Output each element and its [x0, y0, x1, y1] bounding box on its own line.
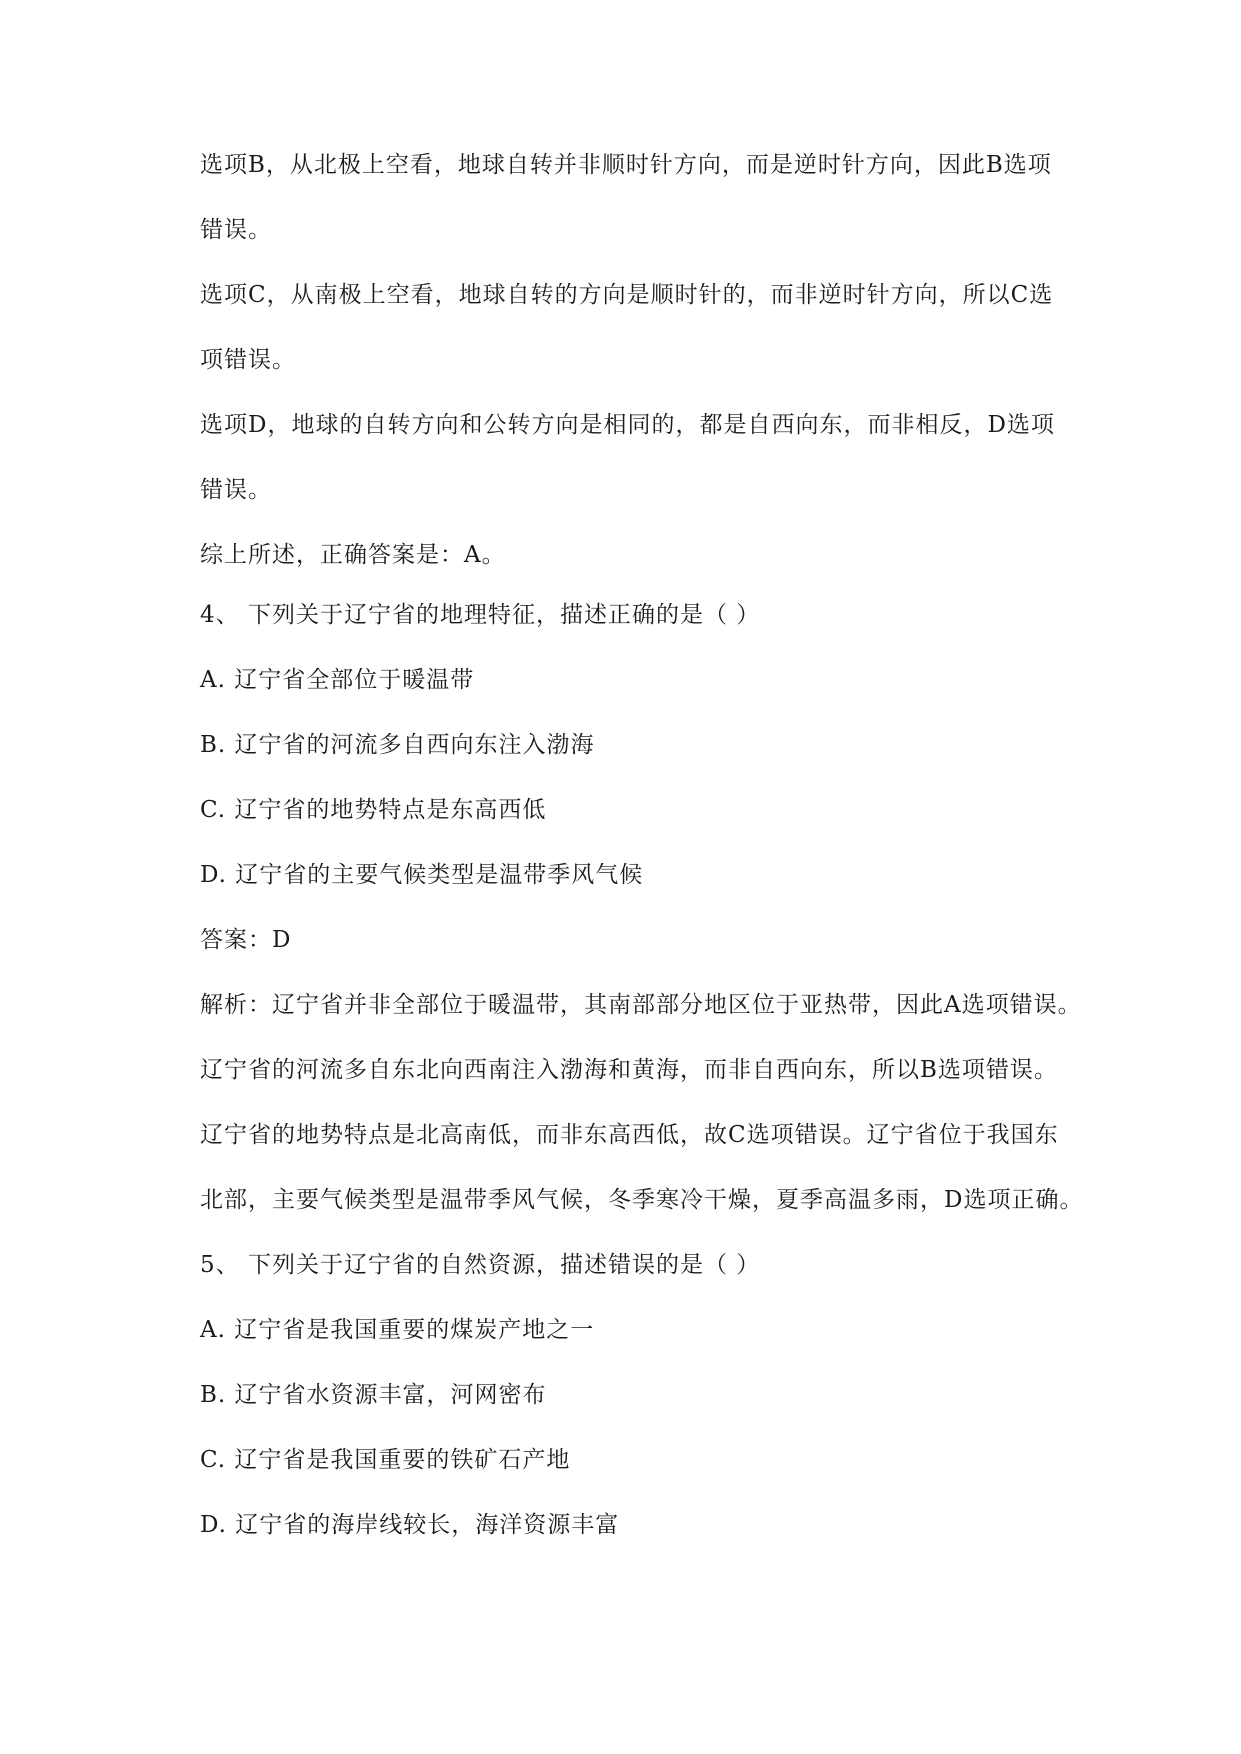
text-line: 错误。	[200, 477, 272, 503]
question-4-option-d: D. 辽宁省的主要气候类型是温带季风气候	[200, 862, 644, 888]
question-4-option-b: B. 辽宁省的河流多自西向东注入渤海	[200, 732, 595, 758]
text-line: 选项C，从南极上空看，地球自转的方向是顺时针的，而非逆时针方向，所以C选	[200, 282, 1054, 308]
question-5-title: 5、 下列关于辽宁省的自然资源，描述错误的是（ ）	[200, 1252, 761, 1278]
text-line: 选项D，地球的自转方向和公转方向是相同的，都是自西向东，而非相反，D选项	[200, 412, 1055, 438]
text-line: 项错误。	[200, 347, 296, 373]
text-line: 辽宁省的地势特点是北高南低，而非东高西低，故C选项错误。辽宁省位于我国东	[200, 1122, 1059, 1148]
text-line: 错误。	[200, 217, 272, 243]
question-4-analysis: 解析：辽宁省并非全部位于暖温带，其南部部分地区位于亚热带，因此A选项错误。	[200, 992, 1082, 1018]
text-line: 辽宁省的河流多自东北向西南注入渤海和黄海，而非自西向东，所以B选项错误。	[200, 1057, 1058, 1083]
text-line: 选项B，从北极上空看，地球自转并非顺时针方向，而是逆时针方向，因此B选项	[200, 152, 1052, 178]
text-line: 北部，主要气候类型是温带季风气候，冬季寒冷干燥，夏季高温多雨，D选项正确。	[200, 1187, 1084, 1213]
question-4-option-a: A. 辽宁省全部位于暖温带	[200, 667, 475, 693]
text-line: 综上所述，正确答案是：A。	[200, 542, 506, 568]
question-5-option-d: D. 辽宁省的海岸线较长，海洋资源丰富	[200, 1512, 620, 1538]
question-4-option-c: C. 辽宁省的地势特点是东高西低	[200, 797, 547, 823]
question-4-title: 4、 下列关于辽宁省的地理特征，描述正确的是（ ）	[200, 602, 761, 628]
question-4-answer: 答案：D	[200, 927, 292, 953]
question-5-option-b: B. 辽宁省水资源丰富，河网密布	[200, 1382, 547, 1408]
question-5-option-a: A. 辽宁省是我国重要的煤炭产地之一	[200, 1317, 595, 1343]
question-5-option-c: C. 辽宁省是我国重要的铁矿石产地	[200, 1447, 571, 1473]
